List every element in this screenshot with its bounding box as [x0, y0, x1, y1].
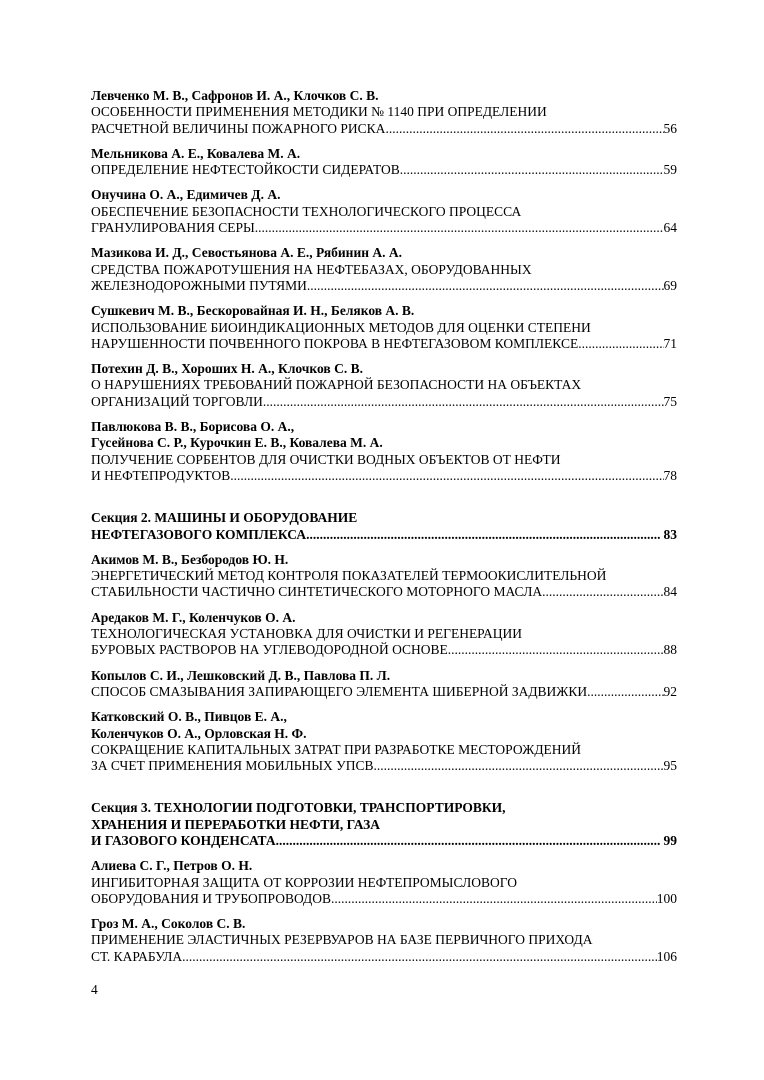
entry-title-last-line [91, 394, 677, 410]
entry-title-line: СРЕДСТВА ПОЖАРОТУШЕНИЯ НА НЕФТЕБАЗАХ, ОБОРУДОВАННЫХ [91, 261, 532, 277]
toc-entry [91, 361, 677, 410]
entry-page-number: 75 [663, 393, 677, 409]
dot-leader [307, 278, 664, 294]
toc-entry [91, 146, 677, 179]
entry-title-line: Секция 3. ТЕХНОЛОГИИ ПОДГОТОВКИ, ТРАНСПОРТИРОВКИ, [91, 800, 506, 816]
entry-page-number: 83 [663, 526, 677, 542]
toc-entry [91, 187, 677, 236]
entry-title-line: ПОЛУЧЕНИЕ СОРБЕНТОВ ДЛЯ ОЧИСТКИ ВОДНЫХ ОБЪЕКТОВ ОТ НЕФТИ [91, 451, 561, 467]
entry-title-last-line [91, 220, 677, 236]
entry-title-text: БУРОВЫХ РАСТВОРОВ НА УГЛЕВОДОРОДНОЙ ОСНОВЕ [91, 642, 448, 658]
entry-title-line: ХРАНЕНИЯ И ПЕРЕРАБОТКИ НЕФТИ, ГАЗА [91, 816, 380, 832]
dot-leader [182, 949, 657, 965]
entry-page-number: 71 [663, 335, 677, 351]
toc-entry [91, 303, 677, 352]
entry-title-line: О НАРУШЕНИЯХ ТРЕБОВАНИЙ ПОЖАРНОЙ БЕЗОПАСНОСТИ НА ОБЪЕКТАХ [91, 377, 582, 393]
entry-title-line: СОКРАЩЕНИЕ КАПИТАЛЬНЫХ ЗАТРАТ ПРИ РАЗРАБОТКЕ МЕСТОРОЖДЕНИЙ [91, 741, 582, 757]
entry-title-line: ИСПОЛЬЗОВАНИЕ БИОИНДИКАЦИОННЫХ МЕТОДОВ ДЛЯ ОЦЕНКИ СТЕПЕНИ [91, 319, 591, 335]
entry-authors-line: Онучина О. А., Едимичев Д. А. [91, 187, 281, 203]
toc-entry [91, 709, 677, 774]
dot-leader [448, 642, 664, 658]
entry-title-line: ТЕХНОЛОГИЧЕСКАЯ УСТАНОВКА ДЛЯ ОЧИСТКИ И РЕГЕНЕРАЦИИ [91, 626, 522, 642]
footer-page-number: 4 [91, 982, 98, 997]
entry-title-text: И НЕФТЕПРОДУКТОВ [91, 467, 231, 483]
entry-title-last-line [91, 758, 677, 774]
entry-title-text: НЕФТЕГАЗОВОГО КОМПЛЕКСА [91, 526, 307, 542]
dot-leader [263, 394, 664, 410]
entry-title-text: ОПРЕДЕЛЕНИЕ НЕФТЕСТОЙКОСТИ СИДЕРАТОВ [91, 162, 400, 178]
entry-title-last-line [91, 162, 677, 178]
entry-authors-line: Левченко М. В., Сафронов И. А., Клочков С. В. [91, 88, 379, 103]
entry-page-number: 64 [663, 220, 677, 236]
toc-entry [91, 668, 677, 701]
toc-entry [91, 858, 677, 907]
entry-title-text: РАСЧЕТНОЙ ВЕЛИЧИНЫ ПОЖАРНОГО РИСКА [91, 120, 386, 136]
dot-leader [306, 527, 659, 543]
entry-title-last-line [91, 833, 677, 849]
entry-page-number: 106 [656, 948, 677, 964]
entry-page-number: 99 [663, 832, 677, 848]
entry-authors-line: Коленчуков О. А., Орловская Н. Ф. [91, 725, 307, 741]
entry-authors-line: Аредаков М. Г., Коленчуков О. А. [91, 609, 296, 625]
dot-leader [400, 162, 664, 178]
entry-authors-line: Сушкевич М. В., Бескоровайная И. Н., Беляков А. В. [91, 303, 415, 319]
entry-authors-line: Гроз М. А., Соколов С. В. [91, 916, 246, 932]
entry-page-number: 100 [656, 890, 677, 906]
toc-entry [91, 610, 677, 659]
entry-title-text: СПОСОБ СМАЗЫВАНИЯ ЗАПИРАЮЩЕГО ЭЛЕМЕНТА ШИБЕРНОЙ ЗАДВИЖКИ [91, 683, 588, 699]
dot-leader [385, 121, 663, 137]
entry-authors-line: Мазикова И. Д., Севостьянова А. Е., Рябинин А. А. [91, 245, 403, 261]
dot-leader [373, 758, 663, 774]
entry-title-text: СТ. КАРАБУЛА [91, 948, 183, 964]
entry-title-line: Секция 2. МАШИНЫ И ОБОРУДОВАНИЕ [91, 510, 358, 526]
toc-section-heading [91, 510, 677, 543]
toc-entry [91, 245, 677, 294]
entry-title-text: И ГАЗОВОГО КОНДЕНСАТА [91, 832, 276, 848]
entry-title-last-line [91, 336, 677, 352]
toc-entry [91, 88, 677, 137]
entry-authors-line: Потехин Д. В., Хороших Н. А., Клочков С. В. [91, 361, 363, 377]
entry-title-line: ИНГИБИТОРНАЯ ЗАЩИТА ОТ КОРРОЗИИ НЕФТЕПРОМЫСЛОВОГО [91, 874, 518, 890]
entry-authors-line: Копылов С. И., Лешковский Д. В., Павлова П. Л. [91, 667, 391, 683]
entry-page-number: 69 [663, 277, 677, 293]
entry-title-text: ОБОРУДОВАНИЯ И ТРУБОПРОВОДОВ [91, 890, 331, 906]
dot-leader [587, 684, 663, 700]
entry-title-text: ЗА СЧЕТ ПРИМЕНЕНИЯ МОБИЛЬНЫХ УПСВ [91, 758, 374, 774]
entry-authors-line: Катковский О. В., Пивцов Е. А., [91, 709, 287, 725]
entry-title-text: ГРАНУЛИРОВАНИЯ СЕРЫ [91, 220, 255, 236]
entry-title-last-line [91, 278, 677, 294]
entry-authors-line: Павлюкова В. В., Борисова О. А., [91, 419, 295, 435]
entry-title-text: ОРГАНИЗАЦИЙ ТОРГОВЛИ [91, 393, 263, 409]
entry-title-line: ОСОБЕННОСТИ ПРИМЕНЕНИЯ МЕТОДИКИ № 1140 ПРИ ОПРЕДЕЛЕНИИ [91, 104, 547, 120]
toc-entry [91, 916, 677, 965]
entry-page-number: 88 [663, 642, 677, 658]
dot-leader [230, 468, 663, 484]
entry-page-number: 95 [663, 758, 677, 774]
toc-list [91, 88, 677, 974]
entry-page-number: 59 [663, 162, 677, 178]
toc-section-heading [91, 800, 677, 849]
entry-title-text: СТАБИЛЬНОСТИ ЧАСТИЧНО СИНТЕТИЧЕСКОГО МОТОРНОГО МАСЛА [91, 584, 543, 600]
entry-page-number: 78 [663, 467, 677, 483]
dot-leader [542, 584, 663, 600]
dot-leader [578, 336, 663, 352]
entry-title-last-line [91, 121, 677, 137]
entry-title-last-line [91, 684, 677, 700]
entry-authors-line: Алиева С. Г., Петров О. Н. [91, 858, 253, 874]
entry-title-last-line [91, 468, 677, 484]
dot-leader [331, 891, 657, 907]
dot-leader [276, 833, 660, 849]
entry-authors-line: Мельникова А. Е., Ковалева М. А. [91, 145, 301, 161]
entry-title-line: ПРИМЕНЕНИЕ ЭЛАСТИЧНЫХ РЕЗЕРВУАРОВ НА БАЗЕ ПЕРВИЧНОГО ПРИХОДА [91, 932, 593, 948]
entry-authors-line: Акимов М. В., Безбородов Ю. Н. [91, 551, 289, 567]
entry-title-last-line [91, 527, 677, 543]
entry-page-number: 92 [663, 683, 677, 699]
toc-entry [91, 552, 677, 601]
entry-title-line: ЭНЕРГЕТИЧЕСКИЙ МЕТОД КОНТРОЛЯ ПОКАЗАТЕЛЕЙ ТЕРМООКИСЛИТЕЛЬНОЙ [91, 568, 607, 584]
entry-page-number: 56 [663, 120, 677, 136]
entry-title-last-line [91, 891, 677, 907]
entry-title-line: ОБЕСПЕЧЕНИЕ БЕЗОПАСНОСТИ ТЕХНОЛОГИЧЕСКОГО ПРОЦЕССА [91, 203, 522, 219]
toc-entry [91, 419, 677, 484]
entry-title-last-line [91, 642, 677, 658]
entry-authors-line: Гусейнова С. Р., Курочкин Е. В., Ковалева М. А. [91, 435, 383, 451]
entry-title-text: ЖЕЛЕЗНОДОРОЖНЫМИ ПУТЯМИ [91, 277, 307, 293]
entry-title-text: НАРУШЕННОСТИ ПОЧВЕННОГО ПОКРОВА В НЕФТЕГАЗОВОМ КОМПЛЕКСЕ [91, 335, 579, 351]
dot-leader [255, 220, 664, 236]
entry-title-last-line [91, 584, 677, 600]
entry-page-number: 84 [663, 584, 677, 600]
entry-title-last-line [91, 949, 677, 965]
